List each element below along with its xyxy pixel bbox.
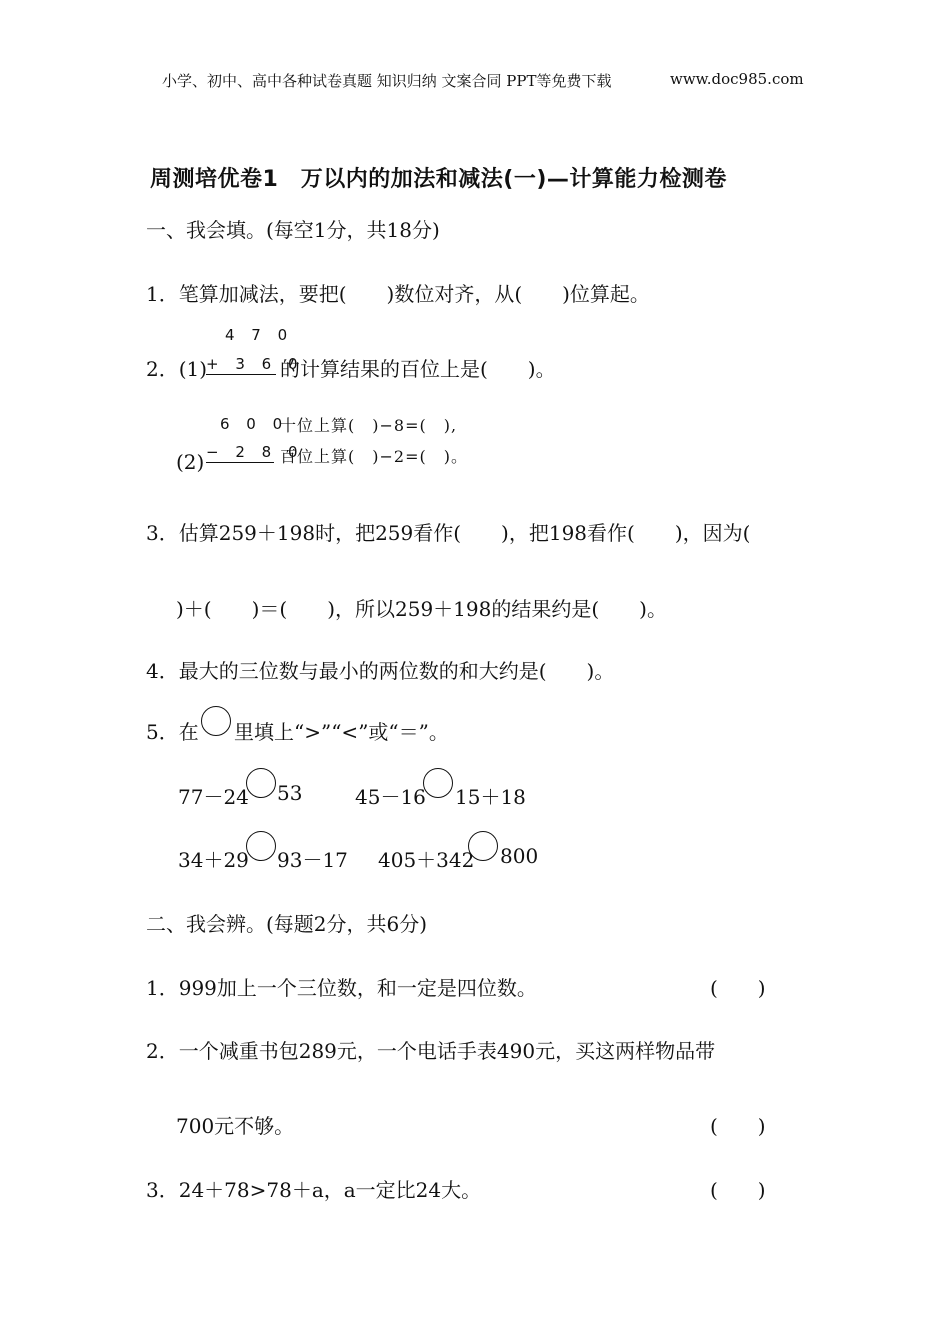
question-1-2-prefix: 2．(1) (146, 357, 208, 381)
compare-2a-right: 93－17 (277, 848, 348, 872)
compare-1a-left: 77－24 (178, 785, 249, 809)
vertical-sub-hundreds: 百位上算( )−2=( )。 (280, 447, 468, 466)
vertical-sub-bottom: − 2 8 0 (206, 443, 304, 461)
question-2-2-line1: 2．一个减重书包289元，一个电话手表490元，买这两样物品带 (146, 1039, 716, 1063)
question-1-4: 4．最大的三位数与最小的两位数的和大约是( )。 (146, 659, 615, 683)
question-1-2-part2-prefix: (2) (176, 450, 205, 474)
page-header-right: www.doc985.com (670, 70, 804, 88)
question-2-1: 1．999加上一个三位数，和一定是四位数。 (146, 976, 537, 1000)
answer-box-2-3[interactable]: ( ) (710, 1178, 766, 1202)
question-1-5-prefix: 5．在 (146, 720, 199, 744)
section1-heading: 一、我会填。(每空1分，共18分) (146, 218, 440, 242)
section2-heading: 二、我会辨。(每题2分，共6分) (146, 912, 428, 936)
compare-1b-right: 15＋18 (455, 785, 526, 809)
question-1-2-suffix: 的计算结果的百位上是( )。 (280, 357, 556, 381)
vertical-add-bottom: + 3 6 0 (206, 355, 304, 373)
compare-2a-left: 34＋29 (178, 848, 249, 872)
page-header-left: 小学、初中、高中各种试卷真题 知识归纳 文案合同 PPT等免费下载 (162, 72, 612, 90)
answer-box-2-2[interactable]: ( ) (710, 1114, 766, 1138)
compare-circle-1a[interactable] (246, 768, 276, 798)
question-2-2-line2: 700元不够。 (176, 1114, 295, 1138)
compare-1a-right: 53 (277, 781, 303, 805)
question-1-3-line2: )＋( )＝( )，所以259＋198的结果约是( )。 (176, 597, 667, 621)
page-title: 周测培优卷1 万以内的加法和减法(一)—计算能力检测卷 (150, 167, 727, 192)
compare-circle-2b[interactable] (468, 831, 498, 861)
vertical-sub-top: 6 0 0 (220, 415, 289, 433)
compare-circle-1b[interactable] (423, 768, 453, 798)
compare-2b-right: 800 (500, 844, 539, 868)
compare-1b-left: 45－16 (355, 785, 426, 809)
vertical-add-top: 4 7 0 (225, 326, 294, 344)
question-1-5-suffix: 里填上“>”“<”或“＝”。 (234, 720, 449, 744)
compare-circle-2a[interactable] (246, 831, 276, 861)
answer-box-2-1[interactable]: ( ) (710, 976, 766, 1000)
question-2-3: 3．24＋78>78＋a，a一定比24大。 (146, 1178, 482, 1202)
question-1-1: 1．笔算加减法，要把( )数位对齐，从( )位算起。 (146, 282, 650, 306)
circle-icon (201, 706, 231, 736)
vertical-sub-tens: 十位上算( )−8=( ), (280, 416, 458, 435)
compare-2b-left: 405＋342 (378, 848, 475, 872)
question-1-3-line1: 3．估算259＋198时，把259看作( )，把198看作( )，因为( (146, 521, 751, 545)
